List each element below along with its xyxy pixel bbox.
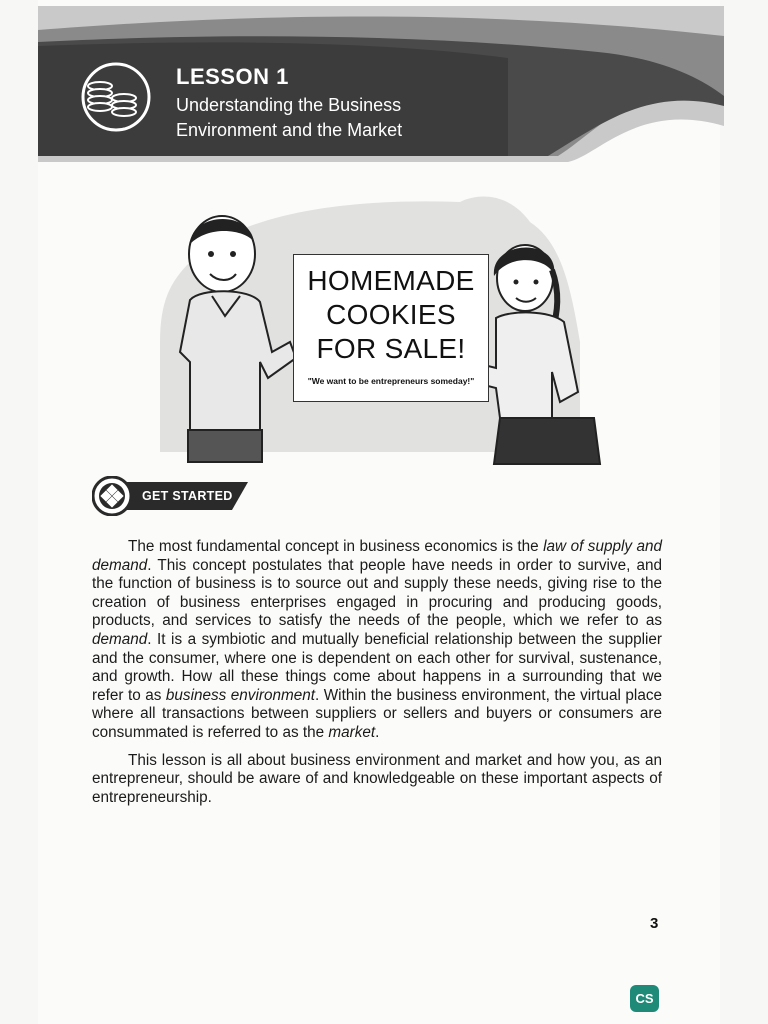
page-number: 3 (650, 915, 659, 932)
paragraph-1 (92, 538, 662, 743)
sign-line-2: COOKIES (326, 299, 456, 330)
demand-term: demand (92, 630, 148, 648)
p1-text-e: . It is a symbiotic and mutually beneficial relationship between the supplier and the consumer, where one is dependent on each other for survival, sustenance, and growth. How all these things come about happens in a surrounding that we refer to as (92, 630, 662, 704)
p1-text-i: . (375, 723, 380, 741)
sign-quote: "We want to be entrepreneurs someday!" (307, 376, 475, 386)
lesson-title-line-1: Understanding the Business (176, 95, 402, 115)
business-environment-term: business environment (165, 686, 315, 704)
sign-line-3: FOR SALE! (316, 333, 466, 364)
lesson-title (176, 93, 496, 143)
law-of-supply-and-demand-term: law of supply and demand (92, 538, 662, 574)
camscanner-badge: CS (630, 985, 659, 1012)
puzzle-icon (99, 483, 125, 509)
lesson-number: LESSON 1 (176, 64, 289, 89)
sign-line-1: HOMEMADE (307, 265, 475, 296)
p1-text-c: . This concept postulates that people have needs in order to survive, and the function of business is to source out and supply these needs, giving rise to the creation of business enterprises engaged in procuring and producing goods, products, and services to satisfy the needs of the people, which we refer to as (92, 556, 662, 630)
lesson-body (92, 538, 662, 816)
cookie-sale-sign (293, 254, 489, 402)
p1-text-g: . Within the business environment, the virtual place where all transactions between suppliers or sellers and buyers or consumers are consummated is referred to as the (92, 686, 662, 741)
coin-stack-icon (78, 62, 154, 132)
section-label: GET STARTED (142, 489, 233, 503)
paragraph-2: This lesson is all about business environment and market and how you, as an entrepreneur, should be aware of and knowledgeable on these important aspects of entrepreneurship. (92, 751, 662, 806)
lesson-title-line-2: Environment and the Market (176, 120, 403, 140)
p1-text-a: The most fundamental concept in business economics is the (128, 538, 544, 555)
market-term: market (328, 723, 376, 741)
